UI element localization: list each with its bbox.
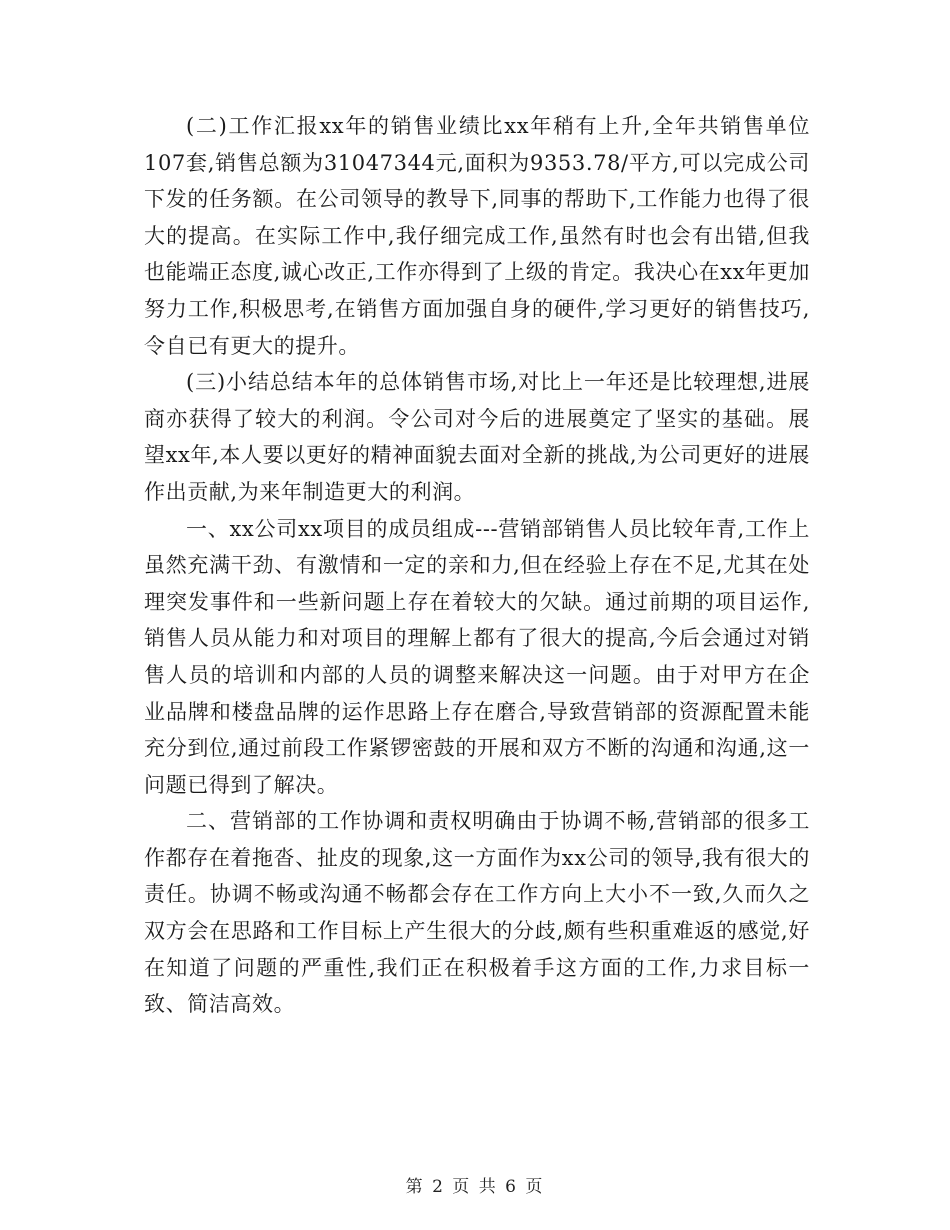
page-number-label: 第 2 页 共 6 页 bbox=[405, 1177, 545, 1197]
paragraph-team-composition: 一、xx公司xx项目的成员组成---营销部销售人员比较年青,工作上虽然充满干劲、有激情和一定的亲和力,但在经验上存在不足,尤其在处理突发事件和一些新问题上存在着较大的欠缺。通过前期的项目运作,销售人员从能力和对项目的理解上都有了很大的提高,今后会通过对销售人员的培训和内部的人员的调整来解决这一问题。由于对甲方在企业品牌和楼盘品牌的运作思路上存在磨合,导致营销部的资源配置未能充分到位,通过前段工作紧锣密鼓的开展和双方不断的沟通和沟通,这一问题已得到了解决。 bbox=[144, 516, 810, 797]
page-footer bbox=[0, 1172, 950, 1197]
document-body bbox=[144, 108, 810, 1023]
paragraph-summary: (三)小结总结本年的总体销售市场,对比上一年还是比较理想,进展商亦获得了较大的利润。令公司对今后的进展奠定了坚实的基础。展望xx年,本人要以更好的精神面貌去面对全新的挑战,为公司更好的进展作出贡献,为来年制造更大的利润。 bbox=[144, 370, 810, 504]
paragraph-coordination: 二、营销部的工作协调和责权明确由于协调不畅,营销部的很多工作都存在着拖沓、扯皮的现象,这一方面作为xx公司的领导,我有很大的责任。协调不畅或沟通不畅都会存在工作方向上大小不一致,久而久之双方会在思路和工作目标上产生很大的分歧,颇有些积重难返的感觉,好在知道了问题的严重性,我们正在积极着手这方面的工作,力求目标一致、简洁高效。 bbox=[144, 809, 810, 1017]
paragraph-work-report: (二)工作汇报xx年的销售业绩比xx年稍有上升,全年共销售单位107套,销售总额为31047344元,面积为9353.78/平方,可以完成公司下发的任务额。在公司领导的教导下,同事的帮助下,工作能力也得了很大的提高。在实际工作中,我仔细完成工作,虽然有时也会有出错,但我也能端正态度,诚心改正,工作亦得到了上级的肯定。我决心在xx年更加努力工作,积极思考,在销售方面加强自身的硬件,学习更好的销售技巧,令自已有更大的提升。 bbox=[144, 114, 810, 358]
